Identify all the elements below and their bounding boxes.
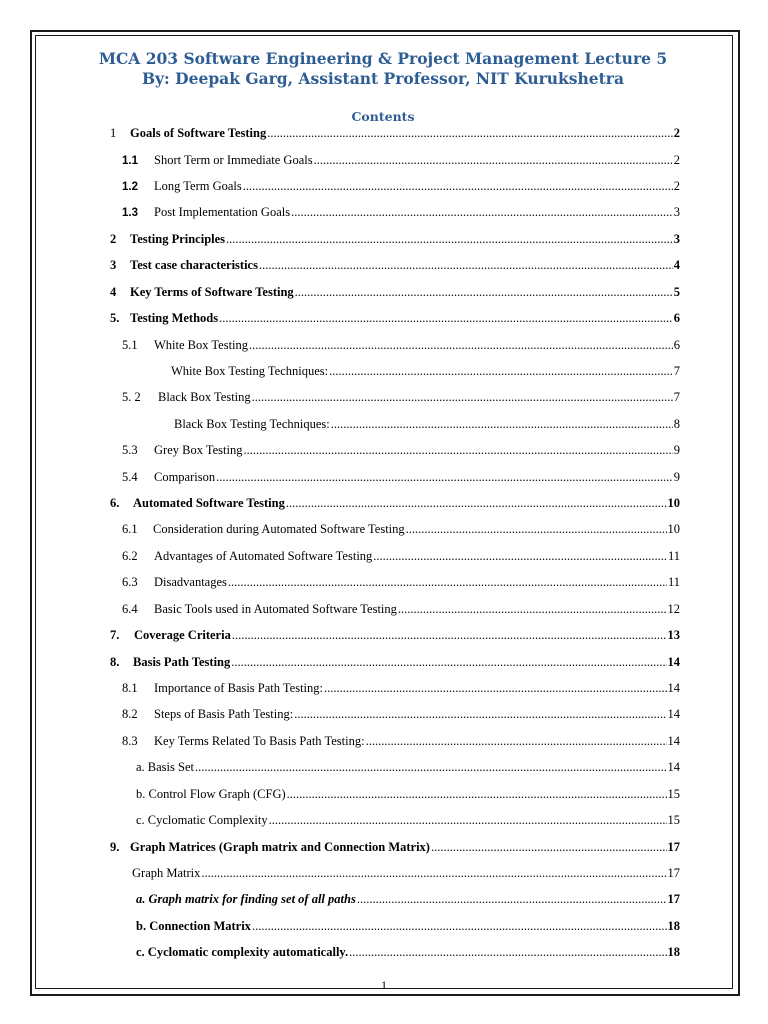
toc-entry-page: 8 [673,417,680,431]
toc-entry-number: 5. [110,311,120,325]
toc-entry[interactable] [122,575,680,591]
toc-entry-title: a. Graph matrix for finding set of all paths [136,892,356,906]
toc-entry-title: Key Terms of Software Testing [130,285,294,299]
toc-entry[interactable] [122,602,680,618]
toc-entry-page: 18 [667,945,680,959]
toc-entry[interactable] [110,311,680,327]
toc-entry-title: Test case characteristics [130,258,258,272]
toc-entry-title: Graph Matrix [132,866,201,880]
toc-entry-title: Grey Box Testing [154,443,243,457]
toc-entry[interactable] [122,338,680,354]
toc-dot-leader [324,681,666,696]
toc-entry-title: Coverage Criteria [134,628,231,642]
toc-entry[interactable] [110,258,680,274]
toc-entry[interactable] [122,734,680,750]
toc-dot-leader [357,892,667,907]
toc-dot-leader [295,285,673,300]
toc-entry[interactable] [136,892,680,908]
toc-entry-number: 6.2 [122,549,138,563]
toc-entry-title: Black Box Testing Techniques: [174,417,330,431]
toc-entry-title: Graph Matrices (Graph matrix and Connection Matrix) [130,840,430,854]
toc-entry[interactable] [136,919,680,935]
toc-entry-page: 7 [673,364,680,378]
toc-dot-leader [231,655,666,670]
toc-entry-number: 6. [110,496,120,510]
toc-entry-number: 4 [110,285,117,299]
toc-entry-title: Advantages of Automated Software Testing [154,549,373,563]
toc-entry-number: 9. [110,840,120,854]
toc-entry-page: 6 [673,311,680,325]
toc-entry-page: 11 [667,575,680,589]
toc-entry-number: 1.1 [122,155,138,167]
toc-entry-page: 3 [673,232,680,246]
toc-entry[interactable] [110,840,680,856]
toc-entry[interactable] [110,285,680,301]
toc-entry[interactable] [122,470,680,486]
toc-entry-page: 13 [667,628,680,642]
toc-entry-page: 17 [667,866,680,880]
toc-dot-leader [243,443,672,458]
toc-entry-title: b. Control Flow Graph (CFG) [136,787,286,801]
toc-dot-leader [431,840,667,855]
toc-entry-number: 8.3 [122,734,138,748]
toc-dot-leader [349,945,666,960]
toc-entry-page: 9 [673,443,680,457]
toc-entry[interactable] [110,655,680,671]
toc-dot-leader [259,258,673,273]
toc-entry-page: 14 [667,655,680,669]
toc-entry-page: 14 [667,734,680,748]
toc-dot-leader [252,390,673,405]
toc-dot-leader [232,628,667,643]
toc-entry[interactable] [122,707,680,723]
toc-entry-page: 17 [667,892,680,906]
toc-dot-leader [294,707,666,722]
toc-entry-title: Consideration during Automated Software Testing [153,522,405,536]
toc-entry-title: Basic Tools used in Automated Software Testing [154,602,397,616]
toc-entry[interactable] [174,417,680,433]
toc-dot-leader [329,364,673,379]
toc-entry-page: 15 [667,787,680,801]
toc-entry-title: Post Implementation Goals [154,205,291,219]
toc-dot-leader [287,787,667,802]
toc-entry-page: 3 [673,205,680,219]
toc-entry-page: 12 [667,602,680,616]
toc-entry-number: 5.1 [122,338,138,352]
toc-entry-title: White Box Testing [154,338,249,352]
toc-entry-number: 8.2 [122,707,138,721]
toc-entry-page: 2 [673,179,680,193]
toc-entry-title: c. Cyclomatic Complexity [136,813,268,827]
toc-entry-title: a. Basis Set [136,760,194,774]
toc-entry[interactable] [110,232,680,248]
toc-entry-number: 5.3 [122,443,138,457]
toc-dot-leader [219,311,673,326]
toc-entry-title: c. Cyclomatic complexity automatically. [136,945,349,959]
toc-entry-title: Long Term Goals [154,179,242,193]
toc-entry-title: Short Term or Immediate Goals [154,153,313,167]
toc-entry-number: 7. [110,628,120,642]
toc-entry-number: 6.1 [122,522,138,536]
toc-entry[interactable] [122,443,680,459]
toc-dot-leader [216,470,673,485]
toc-entry-title: Key Terms Related To Basis Path Testing: [154,734,365,748]
toc-entry[interactable] [122,681,680,697]
toc-entry-number: 1 [110,126,117,140]
toc-entry-title: Basis Path Testing [133,655,231,669]
toc-entry-title: Disadvantages [154,575,227,589]
document-title: MCA 203 Software Engineering & Project Management Lecture 5 [98,49,668,68]
toc-entry-number: 5. 2 [122,390,141,404]
toc-entry-page: 18 [667,919,680,933]
toc-entry-page: 4 [673,258,680,272]
toc-entry[interactable] [122,153,680,169]
toc-entry-page: 10 [667,522,680,536]
toc-entry-page: 17 [667,840,680,854]
toc-entry[interactable] [122,522,680,538]
toc-entry-page: 10 [667,496,680,510]
toc-entry-number: 2 [110,232,117,246]
toc-dot-leader [249,338,673,353]
toc-entry[interactable] [132,866,680,882]
toc-dot-leader [269,813,667,828]
toc-entry[interactable] [122,205,680,221]
toc-dot-leader [267,126,673,141]
toc-dot-leader [226,232,673,247]
toc-entry[interactable] [136,945,680,961]
toc-dot-leader [201,866,666,881]
toc-entry[interactable] [122,390,680,406]
document-author: By: Deepak Garg, Assistant Professor, NIT Kurukshetra [141,69,625,88]
toc-entry-page: 2 [673,153,680,167]
toc-entry-page: 5 [673,285,680,299]
toc-dot-leader [286,496,667,511]
toc-entry-number: 1.3 [122,207,138,219]
toc-entry[interactable] [171,364,680,380]
toc-entry-page: 14 [667,707,680,721]
toc-entry[interactable] [136,787,680,803]
toc-entry-page: 15 [667,813,680,827]
toc-entry-number: 6.4 [122,602,138,616]
toc-dot-leader [314,153,673,168]
toc-entry[interactable] [136,813,680,829]
toc-entry[interactable] [110,628,680,644]
toc-entry-page: 6 [673,338,680,352]
toc-entry-page: 9 [673,470,680,484]
toc-entry[interactable] [122,549,680,565]
toc-entry[interactable] [110,126,680,142]
toc-dot-leader [373,549,667,564]
toc-dot-leader [366,734,667,749]
toc-entry[interactable] [122,179,680,195]
toc-entry-page: 14 [667,681,680,695]
toc-entry-number: 5.4 [122,470,138,484]
page-number: 1 [381,978,387,992]
toc-entry-title: b. Connection Matrix [136,919,251,933]
toc-dot-leader [398,602,667,617]
toc-dot-leader [406,522,667,537]
toc-entry-title: White Box Testing Techniques: [171,364,329,378]
toc-entry[interactable] [110,496,680,512]
toc-entry[interactable] [136,760,680,776]
toc-entry-page: 7 [673,390,680,404]
toc-entry-title: Steps of Basis Path Testing: [154,707,294,721]
toc-dot-leader [331,417,673,432]
toc-entry-title: Black Box Testing [158,390,251,404]
toc-entry-title: Comparison [154,470,216,484]
toc-entry-title: Goals of Software Testing [130,126,267,140]
toc-dot-leader [252,919,667,934]
toc-entry-number: 8.1 [122,681,138,695]
toc-entry-page: 14 [667,760,680,774]
toc-entry-title: Importance of Basis Path Testing: [154,681,324,695]
toc-entry-page: 2 [673,126,680,140]
toc-dot-leader [228,575,667,590]
toc-entry-title: Testing Methods [130,311,219,325]
toc-entry-title: Testing Principles [130,232,226,246]
toc-entry-number: 3 [110,258,117,272]
toc-entry-number: 8. [110,655,120,669]
contents-heading: Contents [351,109,415,124]
toc-dot-leader [291,205,673,220]
toc-dot-leader [195,760,667,775]
toc-entry-number: 6.3 [122,575,138,589]
toc-dot-leader [243,179,673,194]
toc-entry-page: 11 [667,549,680,563]
toc-entry-title: Automated Software Testing [133,496,285,510]
toc-entry-number: 1.2 [122,181,138,193]
